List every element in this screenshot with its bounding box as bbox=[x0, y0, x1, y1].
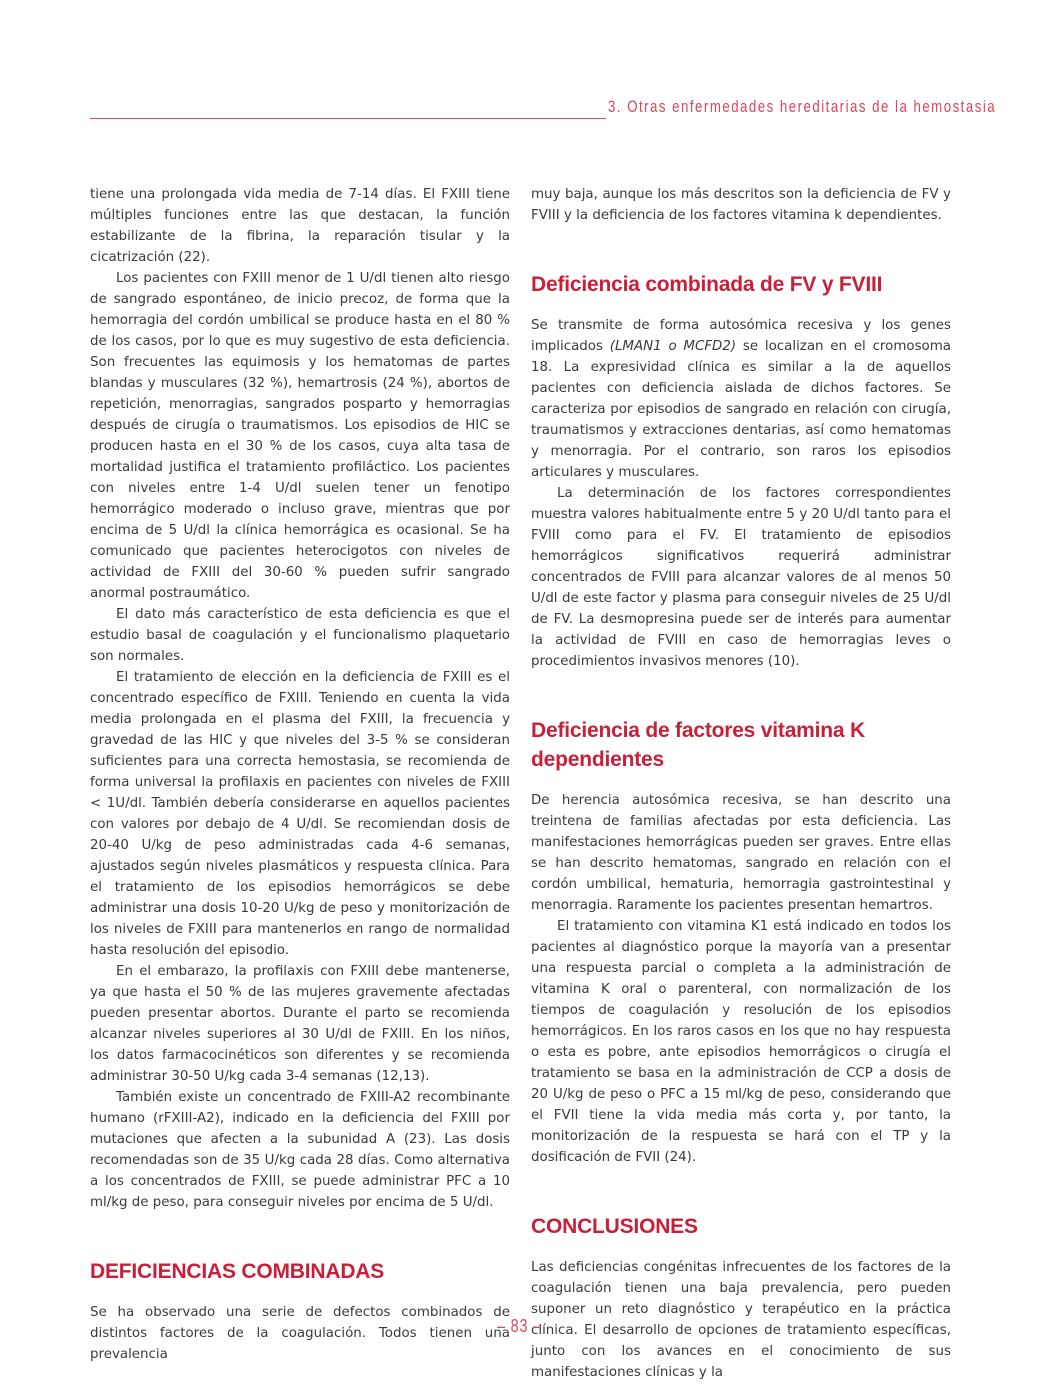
right-column bbox=[531, 184, 951, 1383]
paragraph: También existe un concentrado de FXIII-A2 recombinante humano (rFXIII-A2), indicado en la deficiencia del FXIII por mutaciones que afecten a la subunidad A (23). Las dosis recomendadas son de 35 U/kg cada 28 días. Como alternativa a los concentrados de FXIII, se puede administrar PFC a 10 ml/kg de peso, para conseguir niveles por encima de 5 U/dl. bbox=[90, 1090, 510, 1210]
section-heading-combined: DEFICIENCIAS COMBINADAS bbox=[90, 1260, 385, 1283]
section-heading-conclusions: CONCLUSIONES bbox=[531, 1215, 698, 1238]
header-rule bbox=[90, 118, 606, 119]
text-run: se localizan en el cromosoma 18. La expresividad clínica es similar a la de aquellos pacientes con deficiencia aislada de dichos factores. Se caracteriza por episodios de sangrado en relación con cirugía, traumatismos y extracciones dentarias, así como hematomas y menorragia. Por el contrario, son raros los episodios articulares y musculares. bbox=[531, 339, 951, 480]
paragraph: Las deficiencias congénitas infrecuentes de los factores de la coagulación tienen una baja prevalencia, pero pueden suponer un reto diagnóstico y terapéutico en la práctica clínica. El desarrollo de opciones de tratamiento específicas, junto con los avances en el conocimiento de sus manifestaciones clínicas y la bbox=[531, 1260, 951, 1380]
left-column bbox=[90, 184, 510, 1365]
paragraph bbox=[531, 315, 951, 483]
gene-names: (LMAN1 o MCFD2) bbox=[609, 339, 737, 354]
paragraph: tiene una prolongada vida media de 7-14 días. El FXIII tiene múltiples funciones entre las que destacan, la función estabilizante de la fibrina, la reparación tisular y la cicatrización (22). bbox=[90, 187, 510, 265]
paragraph: La determinación de los factores correspondientes muestra valores habitualmente entre 5 y 20 U/dl tanto para el FVIII como para el FV. El tratamiento de episodios hemorrágicos significativos requerirá administrar concentrados de FVIII para alcanzar valores de al menos 50 U/dl de este factor y plasma para conseguir niveles de 25 U/dl de FV. La desmopresina puede ser de interés para aumentar la actividad de FVIII en caso de hemorragias leves o procedimientos invasivos menores (10). bbox=[531, 486, 951, 669]
paragraph: El dato más característico de esta deficiencia es que el estudio basal de coagulación y el funcionalismo plaquetario son normales. bbox=[90, 607, 510, 664]
text-run: Se transmite de forma autosómica recesiva y los genes implicados bbox=[531, 318, 951, 354]
paragraph: Se ha observado una serie de defectos combinados de distintos factores de la coagulación. Todos tienen una prevalencia bbox=[90, 1305, 510, 1362]
paragraph: En el embarazo, la profilaxis con FXIII debe mantenerse, ya que hasta el 50 % de las mujeres gravemente afectadas pueden presentar abortos. Durante el parto se recomienda alcanzar niveles superiores al 30 U/dl de FXIII. En los niños, los datos farmacocinéticos son diferentes y se recomienda administrar 30-50 U/kg cada 3-4 semanas (12,13). bbox=[90, 964, 510, 1084]
page-number: – 83 – bbox=[497, 1316, 542, 1336]
paragraph: De herencia autosómica recesiva, se han descrito una treintena de familias afectadas por esta deficiencia. Las manifestaciones hemorrágicas pueden ser graves. Entre ellas se han descrito hematomas, sangrado en relación con el cordón umbilical, hematuria, hemorragia gastrointestinal y menorragia. Raramente los pacientes presentan hemartros. bbox=[531, 793, 951, 913]
paragraph: El tratamiento de elección en la deficiencia de FXIII es el concentrado específico de FXIII. Teniendo en cuenta la vida media prolongada en el plasma del FXIII, la frecuencia y gravedad de las HIC y que niveles del 3-5 % se consideran suficientes para una correcta hemostasia, se recomienda de forma universal la profilaxis en pacientes con niveles de FXIII < 1U/dl. También debería considerarse en aquellos pacientes con valores por debajo de 4 U/dl. Se recomiendan dosis de 20-40 U/kg de peso administradas cada 4-6 semanas, ajustados según niveles plasmáticos y respuesta clínica. Para el tratamiento de los episodios hemorrágicos se debe administrar una dosis 10-20 U/kg de peso y monitorización de los niveles de FXIII para mantenerlos en rango de normalidad hasta resolución del episodio. bbox=[90, 670, 510, 958]
paragraph: muy baja, aunque los más descritos son la deficiencia de FV y FVIII y la deficiencia de los factores vitamina k dependientes. bbox=[531, 187, 951, 223]
section-heading-fv-fviii: Deficiencia combinada de FV y FVIII bbox=[531, 273, 883, 296]
section-heading-vitamin-k: Deficiencia de factores vitamina K dependientes bbox=[531, 719, 865, 771]
paragraph: El tratamiento con vitamina K1 está indicado en todos los pacientes al diagnóstico porque la mayoría van a presentar una respuesta parcial o completa a la administración de vitamina K oral o parenteral, con normalización de los tiempos de coagulación y resolución de los episodios hemorrágicos. En los raros casos en los que no hay respuesta o esta es pobre, ante episodios hemorrágicos o cirugía el tratamiento se basa en la administración de CCP a dosis de 20 U/kg de peso o PFC a 15 ml/kg de peso, considerando que el FVII tiene la vida media más corta y, por tanto, la monitorización de la respuesta se hará con el TP y la dosificación de FVII (24). bbox=[531, 919, 951, 1165]
paragraph: Los pacientes con FXIII menor de 1 U/dl tienen alto riesgo de sangrado espontáneo, de inicio precoz, de forma que la hemorragia del cordón umbilical se produce hasta en el 80 % de los casos, por lo que es muy sugestivo de esta deficiencia. Son frecuentes las equimosis y los hematomas de partes blandas y musculares (32 %), hemartrosis (24 %), abortos de repetición, menorragias, sangrados posparto y hemorragias después de cirugía o traumatismos. Los episodios de HIC se producen hasta en el 30 % de los casos, cuya alta tasa de mortalidad justifica el tratamiento profiláctico. Los pacientes con niveles entre 1-4 U/dl suelen tener un fenotipo hemorrágico moderado o incluso grave, mientras que por encima de 5 U/dl la clínica hemorrágica es ocasional. Se ha comunicado que pacientes heterocigotos con niveles de actividad de FXIII del 30-60 % pueden sufrir sangrado anormal postraumático. bbox=[90, 271, 510, 601]
running-title: 3. Otras enfermedades hereditarias de la hemostasia bbox=[608, 97, 997, 116]
